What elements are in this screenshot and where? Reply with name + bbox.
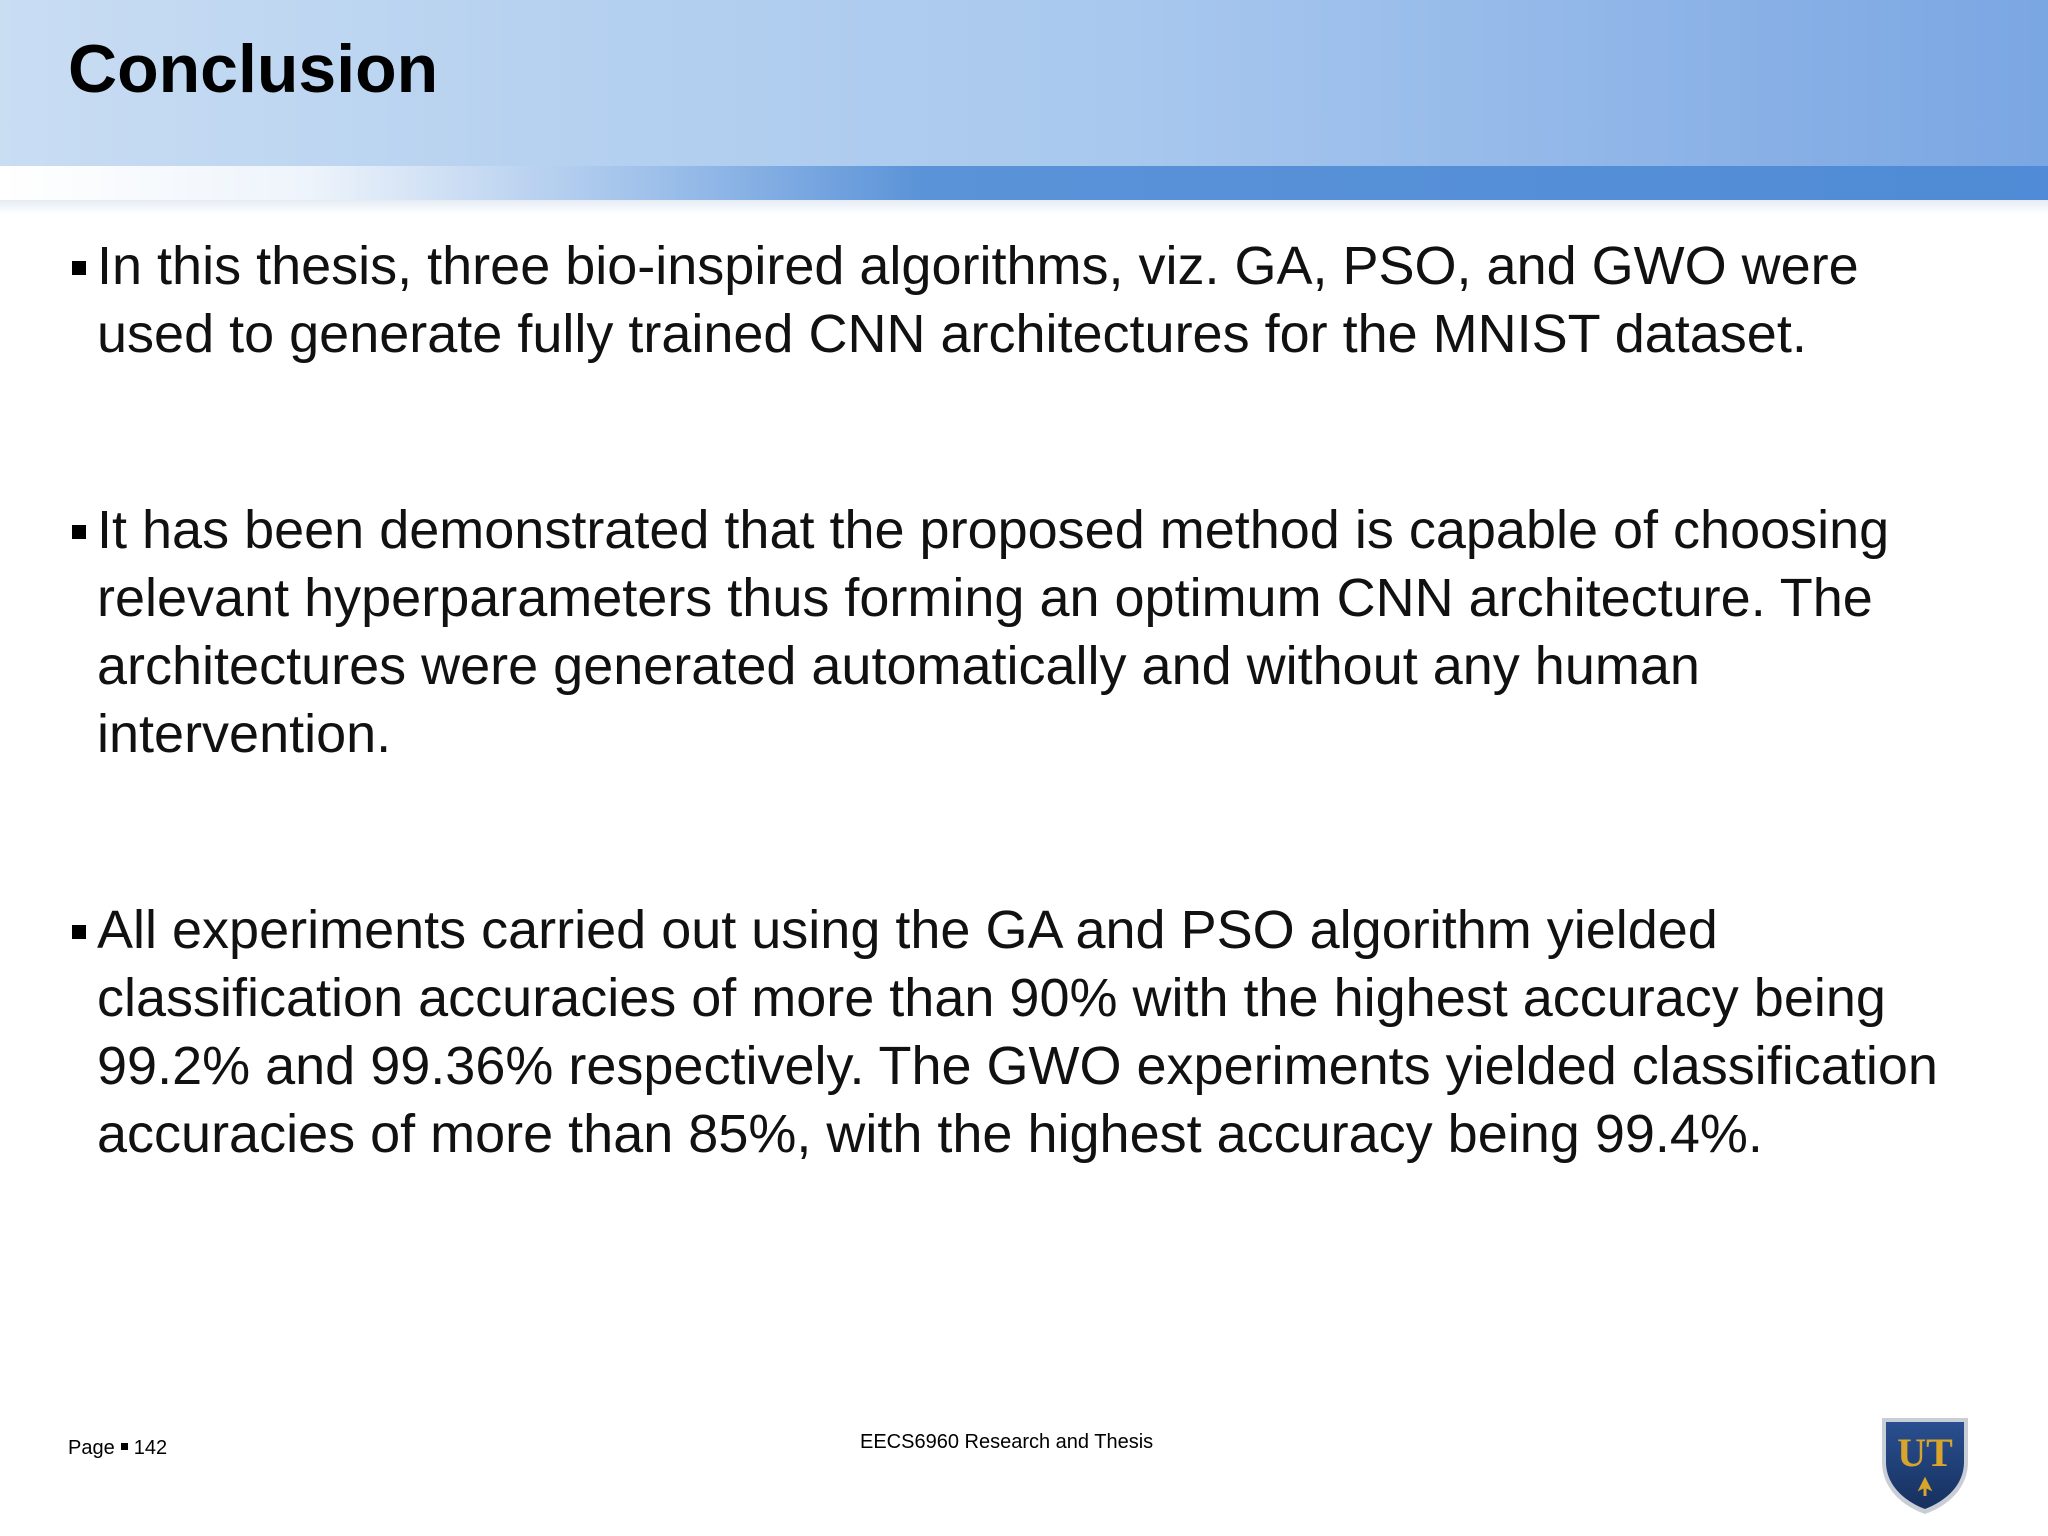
separator-dot-icon — [121, 1443, 128, 1450]
bullet-text: All experiments carried out using the GA and PSO algorithm yielded classification accuracies of more than 90% with the highest accuracy being 99.2% and 99.36% respectively. The GWO experiments yielded classification accuracies of more than 85%, with the highest accuracy being 99.4%. — [97, 900, 1938, 1164]
bullet-list — [68, 232, 1988, 1168]
square-bullet-icon — [72, 261, 86, 275]
bullet-item — [68, 232, 1988, 368]
square-bullet-icon — [72, 525, 86, 539]
bullet-text: In this thesis, three bio-inspired algorithms, viz. GA, PSO, and GWO were used to generate fully trained CNN architectures for the MNIST dataset. — [97, 236, 1859, 364]
logo-text: UT — [1897, 1430, 1953, 1475]
bullet-item — [68, 496, 1988, 768]
shield-logo-icon — [1870, 1410, 1980, 1516]
course-label: EECS6960 Research and Thesis — [860, 1431, 1154, 1453]
slide-title: Conclusion — [68, 31, 439, 107]
header-shadow — [0, 200, 2048, 214]
square-bullet-icon — [72, 925, 86, 939]
page-number — [68, 1437, 167, 1460]
page-label: Page — [68, 1437, 115, 1459]
page-number-value: 142 — [133, 1437, 168, 1459]
header-stripe — [0, 166, 2048, 200]
bullet-text: It has been demonstrated that the proposed method is capable of choosing relevant hyperparameters thus forming an optimum CNN architecture. The architectures were generated automatically and without any human intervention. — [97, 500, 1890, 764]
bullet-item — [68, 896, 1988, 1168]
